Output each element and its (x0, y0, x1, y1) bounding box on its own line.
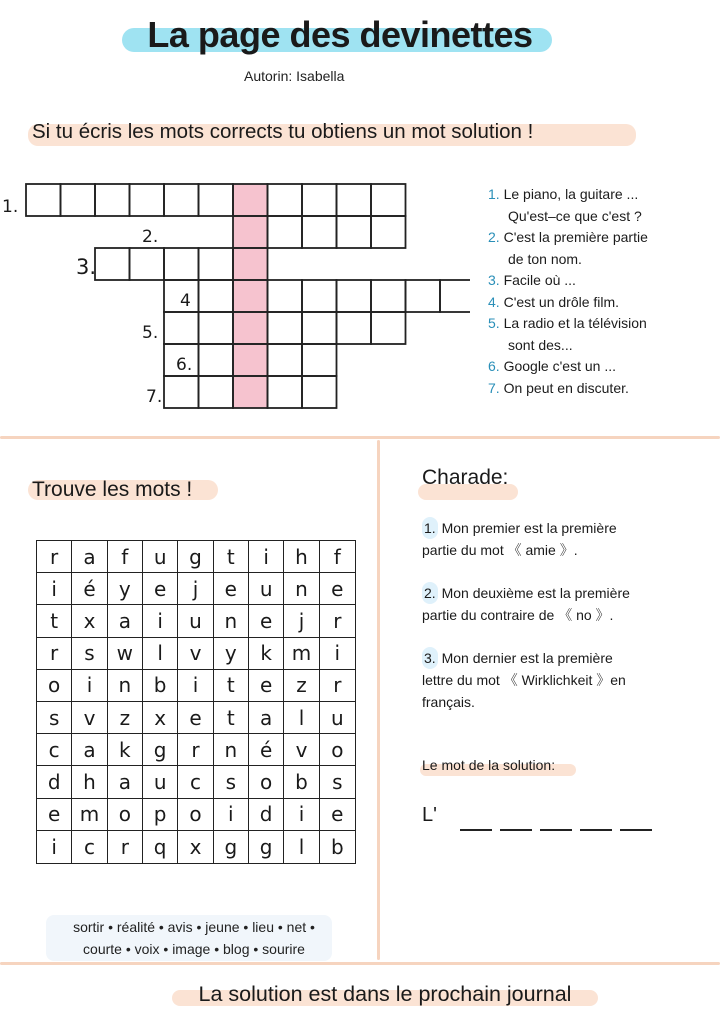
crossword-cell[interactable] (61, 184, 96, 216)
word-list-line-1: sortir • réalité • avis • jeune • lieu • net • (73, 919, 315, 935)
word-search-cell[interactable]: v (72, 702, 107, 734)
word-search-cell[interactable]: h (72, 766, 107, 798)
clue-6: 6. Google c'est un ... (488, 358, 616, 374)
word-search-cell[interactable]: v (178, 638, 213, 670)
word-search-cell[interactable]: x (72, 605, 107, 637)
word-search-cell[interactable]: c (72, 831, 107, 863)
crossword-row-label: 6. (176, 355, 193, 375)
word-search-cell[interactable]: e (249, 670, 284, 702)
crossword-clues (488, 184, 718, 399)
word-search-cell[interactable]: e (320, 573, 355, 605)
word-search-cell[interactable]: r (108, 831, 143, 863)
word-search-cell[interactable]: i (178, 670, 213, 702)
word-search-cell[interactable]: a (72, 541, 107, 573)
crossword-cell[interactable] (337, 280, 372, 312)
crossword-cell[interactable] (406, 280, 441, 312)
word-search-cell[interactable]: f (320, 541, 355, 573)
horizontal-divider-top (0, 436, 720, 439)
word-search-cell[interactable]: r (37, 541, 72, 573)
word-search-cell[interactable]: y (214, 638, 249, 670)
clue-2: 2. C'est la première partie de ton nom. (488, 229, 648, 267)
word-search-cell[interactable]: s (37, 702, 72, 734)
crossword-cell[interactable] (164, 184, 199, 216)
crossword-grid (0, 176, 470, 416)
word-search-cell[interactable]: s (320, 766, 355, 798)
charade-item-1: 1. Mon premier est la première partie du mot 《 amie 》. (422, 517, 617, 561)
word-search-cell[interactable]: t (214, 670, 249, 702)
crossword-cell[interactable] (164, 248, 199, 280)
solution-prefix: L' (422, 804, 437, 826)
word-search-cell[interactable]: g (143, 734, 178, 766)
word-search-cell[interactable]: k (249, 638, 284, 670)
word-search-cell[interactable]: g (214, 831, 249, 863)
word-search-cell[interactable]: e (178, 702, 213, 734)
crossword-cell[interactable] (199, 312, 234, 344)
solution-blank-2[interactable] (500, 829, 532, 831)
clue-5: 5. La radio et la télévision sont des... (488, 315, 647, 353)
word-search-cell[interactable]: k (108, 734, 143, 766)
word-search-cell[interactable]: o (178, 799, 213, 831)
word-search-cell[interactable]: y (108, 573, 143, 605)
word-search-cell[interactable]: z (108, 702, 143, 734)
word-search-cell[interactable]: u (143, 541, 178, 573)
word-search-cell[interactable]: m (284, 638, 319, 670)
crossword-row-label: 5. (142, 323, 159, 343)
crossword-cell[interactable] (268, 216, 303, 248)
word-search-cell[interactable]: m (72, 799, 107, 831)
word-search-cell[interactable]: h (284, 541, 319, 573)
word-search-cell[interactable]: v (284, 734, 319, 766)
solution-column-highlight (233, 184, 268, 408)
crossword-cell[interactable] (302, 184, 337, 216)
word-search-title: Trouve les mots ! (32, 478, 193, 501)
crossword-cell[interactable] (371, 184, 406, 216)
word-search-cell[interactable]: d (249, 799, 284, 831)
word-search-cell[interactable]: n (214, 734, 249, 766)
crossword-row-label: 7. (146, 387, 163, 407)
word-search-cell[interactable]: c (178, 766, 213, 798)
word-search-cell[interactable]: a (108, 766, 143, 798)
word-search-cell[interactable]: i (37, 831, 72, 863)
word-search-cell[interactable]: o (249, 766, 284, 798)
crossword-row-label: 3. (76, 255, 97, 279)
crossword-cell[interactable] (371, 280, 406, 312)
word-search-cell[interactable]: p (143, 799, 178, 831)
word-search-cell[interactable]: b (284, 766, 319, 798)
word-search-cell[interactable]: e (249, 605, 284, 637)
solution-blank-1[interactable] (460, 829, 492, 831)
word-search-cell[interactable]: o (320, 734, 355, 766)
word-search-cell[interactable]: x (143, 702, 178, 734)
word-search-cell[interactable]: g (249, 831, 284, 863)
solution-blank-3[interactable] (540, 829, 572, 831)
word-search-cell[interactable]: o (37, 670, 72, 702)
crossword-cell[interactable] (199, 376, 234, 408)
word-list-line-2: courte • voix • image • blog • sourire (83, 941, 305, 957)
crossword-cell[interactable] (440, 280, 470, 312)
word-search-cell[interactable]: t (214, 702, 249, 734)
word-search-cell[interactable]: o (108, 799, 143, 831)
crossword-cell[interactable] (302, 280, 337, 312)
word-search-cell[interactable]: u (320, 702, 355, 734)
word-search-cell[interactable]: b (143, 670, 178, 702)
word-search-cell[interactable]: j (284, 605, 319, 637)
word-search-grid (36, 540, 356, 864)
word-search-cell[interactable]: u (178, 605, 213, 637)
crossword-cell[interactable] (164, 312, 199, 344)
crossword-cell[interactable] (371, 312, 406, 344)
crossword-cell[interactable] (199, 280, 234, 312)
horizontal-divider-bottom (0, 962, 720, 965)
word-search-cell[interactable]: r (320, 605, 355, 637)
crossword-cell[interactable] (26, 184, 61, 216)
word-search-cell[interactable]: i (214, 799, 249, 831)
word-search-cell[interactable]: w (108, 638, 143, 670)
word-search-cell[interactable]: b (330, 834, 344, 859)
crossword-cell[interactable] (199, 248, 234, 280)
page-title: La page des devinettes (147, 14, 533, 55)
word-search-cell[interactable]: s (214, 766, 249, 798)
crossword-cell[interactable] (268, 280, 303, 312)
word-list (44, 916, 344, 960)
word-search-cell[interactable]: i (320, 638, 355, 670)
word-search-cell[interactable]: t (214, 541, 249, 573)
author-line: Autorin: Isabella (244, 68, 345, 84)
crossword-cell[interactable] (302, 216, 337, 248)
word-search-cell[interactable]: l (284, 702, 319, 734)
solution-blank-4[interactable] (580, 829, 612, 831)
crossword-cell[interactable] (164, 376, 199, 408)
word-search-cell[interactable]: l (284, 831, 319, 863)
crossword-cell[interactable] (302, 344, 337, 376)
word-search-cell[interactable]: x (178, 831, 213, 863)
word-search-cell[interactable]: e (37, 799, 72, 831)
word-search-cell[interactable]: j (178, 573, 213, 605)
word-search-cell[interactable]: i (143, 605, 178, 637)
clue-3: 3. Facile où ... (488, 272, 576, 288)
word-search-cell[interactable]: u (249, 573, 284, 605)
crossword-cell[interactable] (199, 184, 234, 216)
word-search-cell[interactable]: n (214, 605, 249, 637)
word-search-cell[interactable]: a (249, 702, 284, 734)
word-search-cell[interactable]: l (143, 638, 178, 670)
crossword-cell[interactable] (337, 312, 372, 344)
crossword-cell[interactable] (95, 248, 130, 280)
word-search-cell[interactable]: e (320, 799, 355, 831)
word-search-cell[interactable]: r (178, 734, 213, 766)
solution-label: Le mot de la solution: (422, 757, 556, 773)
charade-item-3: 3. Mon dernier est la première lettre du mot 《 Wirklichkeit 》en français. (422, 647, 626, 713)
word-search-cell[interactable]: g (178, 541, 213, 573)
solution-blank-5[interactable] (620, 829, 652, 831)
clue-7: 7. On peut en discuter. (488, 379, 629, 396)
word-search-cell[interactable]: s (72, 638, 107, 670)
word-search-cell[interactable]: i (37, 573, 72, 605)
word-search-cell[interactable]: i (249, 541, 284, 573)
word-search-cell[interactable]: r (37, 638, 72, 670)
word-search-cell[interactable]: n (284, 573, 319, 605)
word-search-cell[interactable]: z (284, 670, 319, 702)
crossword-cell[interactable] (337, 184, 372, 216)
crossword-cell[interactable] (268, 184, 303, 216)
crossword-cell[interactable] (95, 184, 130, 216)
word-search-cell[interactable]: t (37, 605, 72, 637)
word-search-cell[interactable]: f (108, 541, 143, 573)
word-search-cell[interactable]: u (143, 766, 178, 798)
word-search-cell[interactable]: e (143, 573, 178, 605)
crossword-cell[interactable] (199, 344, 234, 376)
vertical-divider (377, 440, 380, 960)
word-search-cell[interactable]: n (108, 670, 143, 702)
word-search-cell[interactable]: d (37, 766, 72, 798)
charade-title: Charade: (422, 466, 509, 489)
word-search-cell[interactable]: é (249, 734, 284, 766)
crossword-instructions: Si tu écris les mots corrects tu obtiens un mot solution ! (32, 120, 534, 143)
crossword-cell[interactable] (268, 344, 303, 376)
crossword-cell[interactable] (337, 216, 372, 248)
crossword-cell[interactable] (130, 184, 165, 216)
footer-text: La solution est dans le prochain journal (198, 982, 572, 1006)
crossword-row-label: 2. (142, 227, 159, 247)
clue-4: 4. C'est un drôle film. (488, 293, 620, 310)
crossword-row-label: 4 (180, 291, 191, 311)
word-search-cell[interactable]: r (320, 670, 355, 702)
word-search-cell[interactable]: q (143, 831, 178, 863)
crossword-cell[interactable] (302, 376, 337, 408)
word-search-cell[interactable]: é (72, 573, 107, 605)
word-search-cell[interactable]: a (72, 734, 107, 766)
charade-item-2: 2. Mon deuxième est la première partie du contraire de 《 no 》. (422, 582, 630, 626)
word-search-cell[interactable]: i (284, 799, 319, 831)
clue-1: 1. Le piano, la guitare ... Qu'est–ce que c'est ? (488, 186, 642, 224)
crossword-cell[interactable] (371, 216, 406, 248)
word-search-cell[interactable]: i (72, 670, 107, 702)
crossword-cell[interactable] (302, 312, 337, 344)
crossword-cell[interactable] (268, 312, 303, 344)
crossword-cell[interactable] (130, 248, 165, 280)
crossword-row-label: 1. (2, 197, 19, 217)
word-search-cell[interactable]: c (37, 734, 72, 766)
word-search-cell[interactable]: e (214, 573, 249, 605)
crossword-cell[interactable] (268, 376, 303, 408)
word-search-cell[interactable]: a (108, 605, 143, 637)
